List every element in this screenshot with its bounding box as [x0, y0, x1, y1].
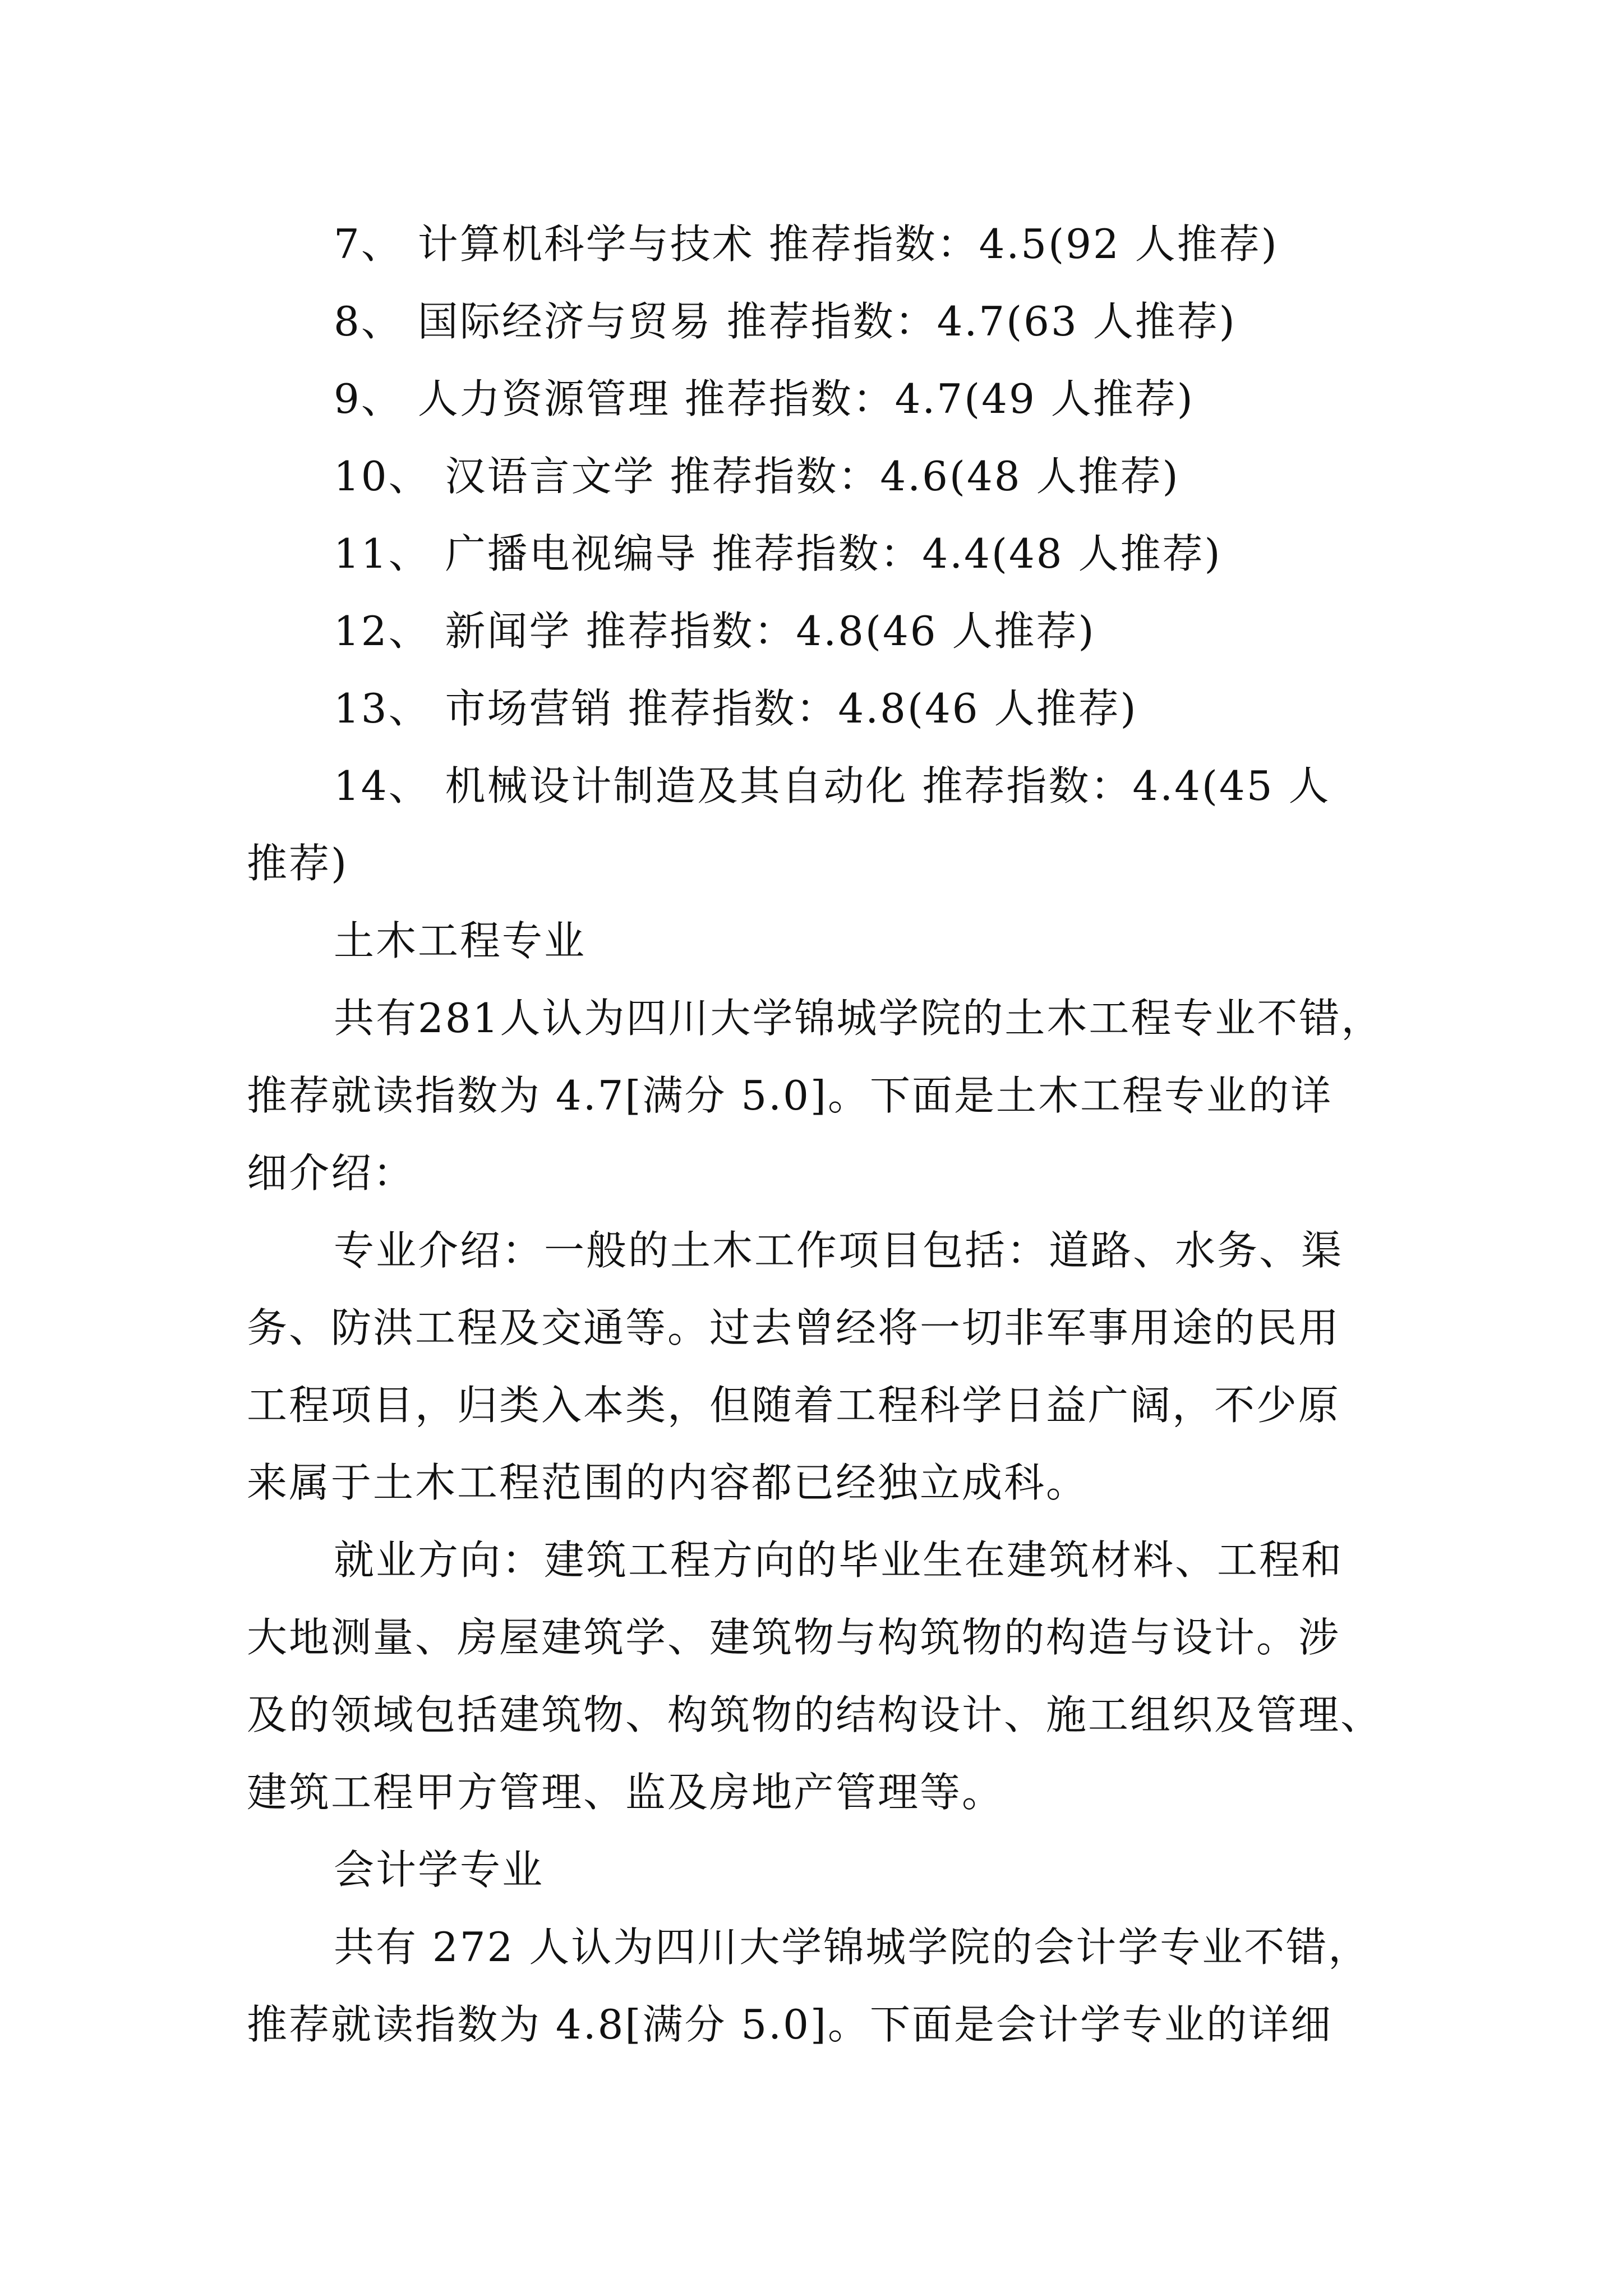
ranking-item-9: 9、 人力资源管理 推荐指数：4.7(49 人推荐)	[334, 375, 1195, 422]
ranking-item-14-continued: 推荐)	[247, 840, 349, 887]
paragraph-line: 共有281人认为四川大学锦城学院的土木工程专业不错，	[334, 995, 1384, 1042]
paragraph-line: 共有 272 人认为四川大学锦城学院的会计学专业不错，	[334, 1924, 1371, 1971]
paragraph-line: 来属于土木工程范围的内容都已经独立成科。	[247, 1459, 1089, 1506]
paragraph-line: 务、防洪工程及交通等。过去曾经将一切非军事用途的民用	[247, 1304, 1341, 1351]
paragraph-line: 建筑工程甲方管理、监及房地产管理等。	[247, 1769, 1004, 1816]
ranking-item-7: 7、 计算机科学与技术 推荐指数：4.5(92 人推荐)	[334, 220, 1279, 268]
paragraph-line: 就业方向：建筑工程方向的毕业生在建筑材料、工程和	[334, 1536, 1344, 1584]
paragraph-line: 大地测量、房屋建筑学、建筑物与构筑物的构造与设计。涉	[247, 1614, 1341, 1661]
paragraph-line: 工程项目，归类入本类，但随着工程科学日益广阔，不少原	[247, 1382, 1341, 1429]
paragraph-line: 细介绍：	[247, 1149, 416, 1197]
section-heading-accounting: 会计学专业	[334, 1846, 545, 1893]
paragraph-line: 及的领域包括建筑物、构筑物的结构设计、施工组织及管理、	[247, 1691, 1383, 1738]
ranking-item-14: 14、 机械设计制造及其自动化 推荐指数：4.4(45 人	[334, 762, 1331, 809]
ranking-item-12: 12、 新闻学 推荐指数：4.8(46 人推荐)	[334, 608, 1096, 655]
ranking-item-11: 11、 广播电视编导 推荐指数：4.4(48 人推荐)	[334, 530, 1222, 577]
ranking-item-13: 13、 市场营销 推荐指数：4.8(46 人推荐)	[334, 685, 1138, 732]
paragraph-line: 推荐就读指数为 4.8[满分 5.0]。下面是会计学专业的详细	[247, 2001, 1332, 2048]
ranking-item-8: 8、 国际经济与贸易 推荐指数：4.7(63 人推荐)	[334, 298, 1237, 345]
section-heading-civil-engineering: 土木工程专业	[334, 917, 587, 964]
paragraph-line: 推荐就读指数为 4.7[满分 5.0]。下面是土木工程专业的详	[247, 1072, 1332, 1119]
paragraph-line: 专业介绍：一般的土木工作项目包括：道路、水务、渠	[334, 1227, 1344, 1274]
ranking-item-10: 10、 汉语言文学 推荐指数：4.6(48 人推荐)	[334, 453, 1180, 500]
